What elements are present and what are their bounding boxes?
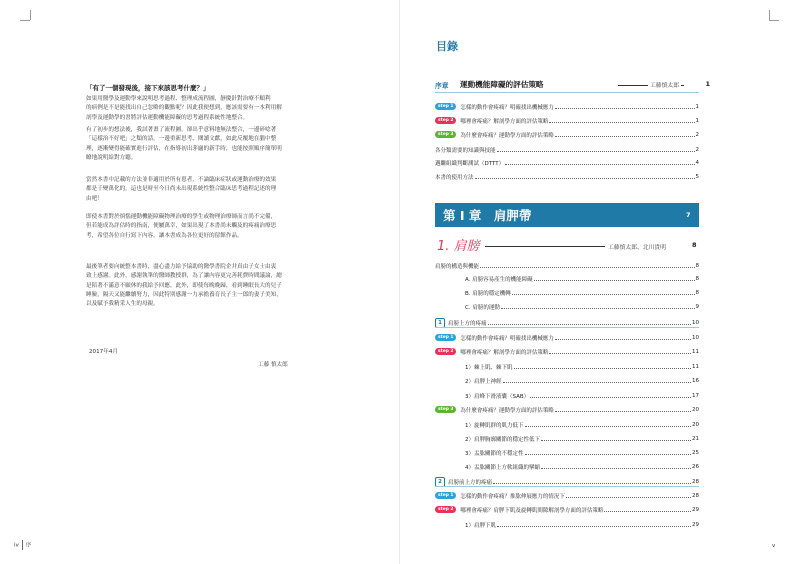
- toc-entry-label: 2）肩胛胸廓關節的穩定性低下: [465, 436, 541, 443]
- crop-mark: [30, 10, 31, 20]
- leader-dots: [555, 136, 695, 137]
- toc-entry-label: 肩膀的構造與機能: [435, 263, 480, 270]
- toc-entry[interactable]: [435, 333, 699, 342]
- toc-preface-row[interactable]: [435, 79, 710, 91]
- toc-entry-page: 10: [692, 319, 699, 326]
- toc-entry-page: 5: [695, 173, 699, 180]
- toc-entry[interactable]: [435, 405, 699, 414]
- crop-mark: [769, 20, 779, 21]
- paragraph: 當然本書中記載的方法並非適用於所有患者，不論臨床症狀或運動治療的效果 都是千變萬化的，這也是時至今日尚未出現系統性整合臨床思考過程記述的理 由吧！: [86, 177, 277, 202]
- toc-entry-label: 1）旋轉肌群的肌力低下: [465, 422, 524, 429]
- toc-entry[interactable]: [435, 102, 699, 111]
- leader-dots: [488, 324, 691, 325]
- leader-dots: [480, 267, 694, 268]
- paragraph: 如果用醫學及運動學來說明思考過程、整理成流程圖，靜慶針對治療不順利 的病例是不是能找出自己忽略的觀點呢？因此我便想到，應該需要有一本利用解 剖學及運動學的書將評估運動機能障礙的思考過程系統性地整合。: [86, 96, 282, 121]
- step-2-badge: step 2: [435, 117, 456, 124]
- toc-entry[interactable]: [465, 462, 699, 471]
- leader-dots: [475, 178, 695, 179]
- toc-entry-label: 1）肩胛下肌: [465, 522, 496, 529]
- toc-entry-label: 2）肩胛上神經: [465, 378, 502, 385]
- toc-entry-label: 哪裡會疼痛？肩胛下肌及旋轉肌間隙解剖學方面的評估策略: [460, 507, 604, 514]
- toc-entry-page: 11: [692, 363, 699, 370]
- toc-entry-label: 肩膀前上方的疼痛: [448, 479, 493, 486]
- toc-entry-label: C. 肩膀的運動: [465, 304, 500, 311]
- toc-entry-page: 4: [695, 159, 699, 166]
- toc-entry-label: 哪裡會疼痛？解剖學方面的評估策略: [460, 349, 549, 356]
- step-2-badge: step 2: [435, 348, 456, 355]
- toc-entry[interactable]: [435, 145, 699, 154]
- leader-dots: [503, 382, 692, 383]
- preface-author: 工藤慎太郎: [648, 80, 681, 89]
- step-3-badge: step 3: [435, 406, 456, 413]
- paragraph: 即使本書對於煩惱運動機能障礙物理治療的學生或物理治療師而言尚不完備， 但若能成為評估時的指南，便屬萬幸，如果出現了本書尚未觸及的疼痛治療思 考，希望各位自行寫下內容，讓本書成為各位更好的留館作品。: [86, 214, 277, 239]
- toc-entry-page: 28: [692, 478, 699, 485]
- intro-title: 「有了一個發現後，接下來該思考什麼？」: [86, 84, 210, 92]
- toc-title: 目錄: [436, 40, 458, 53]
- toc-entry-label: 3）肩峰下滑液囊（SAB）: [465, 393, 530, 400]
- toc-entry[interactable]: [435, 318, 699, 327]
- toc-entry-label: 各分類需要的知識與技能: [435, 147, 496, 154]
- toc-entry[interactable]: [435, 491, 699, 500]
- leader-dots: [493, 483, 691, 484]
- preface-page: 1: [705, 80, 710, 88]
- toc-entry-page: 20: [692, 421, 699, 428]
- leader-dots: [541, 440, 691, 441]
- toc-entry-page: 20: [692, 406, 699, 413]
- preface-title: 運動機能障礙的評估策略: [460, 80, 544, 89]
- toc-entry-page: 28: [692, 492, 699, 499]
- toc-entry-page: 1: [695, 117, 699, 124]
- preface-tag: 序章: [435, 82, 449, 90]
- section-rule: [485, 246, 605, 247]
- toc-entry-page: 11: [692, 348, 699, 355]
- leader-dots: [497, 526, 691, 527]
- section-page: 8: [692, 241, 697, 249]
- toc-entry-label: 哪裡會疼痛？解剖學方面的評估策略: [460, 118, 549, 125]
- leader-dots: [555, 108, 695, 109]
- toc-entry-page: 8: [695, 275, 699, 282]
- toc-entry-page: 8: [695, 262, 699, 269]
- toc-entry[interactable]: [435, 347, 699, 356]
- toc-entry-page: 16: [692, 377, 699, 384]
- leader-dots: [534, 280, 695, 281]
- leader-dots: [555, 411, 691, 412]
- toc-entry-page: 29: [692, 521, 699, 528]
- section-title[interactable]: 1. 肩膀: [437, 239, 480, 254]
- toc-entry-page: 17: [692, 392, 699, 399]
- crop-mark: [769, 10, 770, 20]
- toc-entry-page: 8: [695, 289, 699, 296]
- toc-entry-page: 26: [692, 463, 699, 470]
- toc-entry[interactable]: [435, 505, 699, 514]
- leader-dots: [512, 294, 695, 295]
- chapter-title: 第 I 章 肩胛帶: [443, 208, 532, 223]
- leader-dots: [541, 468, 691, 469]
- toc-entry[interactable]: [435, 261, 699, 270]
- leader-dots: [566, 497, 691, 498]
- toc-entry-label: B. 肩膀的穩定機轉: [465, 290, 511, 297]
- toc-entry-label: 怎樣的動作會疼痛？明確找出機械應力: [460, 335, 554, 342]
- leader-dots: [514, 368, 692, 369]
- toc-entry-page: 1: [695, 103, 699, 110]
- toc-entry[interactable]: [435, 172, 699, 181]
- step-1-badge: step 1: [435, 334, 456, 341]
- toc-entry-label: 本書的使用方法: [435, 174, 474, 181]
- toc-entry-label: 邁繼組織判斷測試（DTTT）: [435, 160, 505, 167]
- leader-dots: [525, 426, 691, 427]
- toc-entry-page: 21: [692, 435, 699, 442]
- step-2-badge: step 2: [435, 506, 456, 513]
- section-authors: 工藤慎太郎、北川貴明: [608, 245, 666, 251]
- step-1-badge: step 1: [435, 492, 456, 499]
- leader-dots: [549, 122, 694, 123]
- leader-dots: [501, 308, 695, 309]
- footer-page-number: iv: [14, 542, 19, 549]
- section-number-box: 2: [435, 477, 445, 487]
- toc-entry[interactable]: [465, 376, 699, 385]
- toc-entry[interactable]: [465, 302, 699, 311]
- section-number-box: 1: [435, 318, 445, 328]
- toc-entry-page: 10: [692, 334, 699, 341]
- step-1-badge: step 1: [435, 103, 456, 110]
- toc-entry-label: 怎樣的動作會疼痛？明確找出機械應力: [460, 104, 554, 111]
- toc-entry-page: 25: [692, 449, 699, 456]
- toc-entry[interactable]: [465, 362, 699, 371]
- leader-dots: [505, 164, 694, 165]
- signature-date: 2017年4月: [89, 349, 118, 355]
- toc-entry-label: 4）盂肱關節上方軟組織的攣縮: [465, 464, 541, 471]
- toc-entry[interactable]: [465, 420, 699, 429]
- toc-entry-page: 2: [695, 146, 699, 153]
- separator-line: [435, 327, 699, 328]
- toc-entry[interactable]: [465, 274, 699, 283]
- toc-entry-label: 為什麼會疼痛？運動學方面的評估策略: [460, 132, 554, 139]
- footer-label: 序: [25, 542, 32, 549]
- separator-line: [435, 486, 699, 487]
- toc-entry[interactable]: [465, 288, 699, 297]
- toc-entry[interactable]: [435, 158, 699, 167]
- toc-entry-page: 2: [695, 131, 699, 138]
- toc-entry[interactable]: [465, 434, 699, 443]
- paragraph: 有了初步的想法後，我試著畫了流程圖，卻出乎意料地無法整合，一邊碎唸著 「這樣治不好吧」之類的話，一邊重新思考、閱讀文獻，如此反覆地在腦中整 理，逐漸變得能確實進行評估，在指導初出茅廬的新手時，也能按照順序簡單明 瞭地說明給對方聽。: [86, 127, 282, 161]
- toc-entry-label: 3）盂肱關節的不穩定性: [465, 450, 524, 457]
- toc-entry[interactable]: [435, 130, 699, 139]
- toc-entry-label: 怎樣的動作會疼痛？推肱伸展應力的情況下: [460, 493, 565, 500]
- leader-dots: [530, 397, 691, 398]
- paragraph: 最後筆者要向統整本書時，盡心盡力給予協助的醫學書院企井真由子女士由衷 致上感謝。此外，感謝執筆的醫師教授群，為了讓內容更完善耗費時間議論，總 是陪著不滿意不願休的我給予回應。此外，即使每晚晚歸，看到睡眠長大的兒子 睡臉，隔天又能繼續努力，因此特別感謝一力承擔養育長子主一郎的妻子美知， 以及賦予我精采人生的母親。: [86, 264, 282, 308]
- footer-divider: [22, 540, 23, 550]
- toc-entry[interactable]: [465, 448, 699, 457]
- toc-entry-label: 1）棘上肌、棘下肌: [465, 364, 513, 371]
- leader-dots: [549, 353, 691, 354]
- toc-entry[interactable]: [465, 520, 699, 529]
- toc-entry[interactable]: [435, 116, 699, 125]
- step-3-badge: step 3: [435, 131, 456, 138]
- toc-entry[interactable]: [435, 477, 699, 486]
- toc-entry-label: A. 肩膀容易產生的機能障礙: [465, 276, 533, 283]
- toc-entry[interactable]: [465, 391, 699, 400]
- signature-author: 工藤 慎太郎: [258, 362, 288, 368]
- toc-entry-label: 為什麼會疼痛？運動學方面的評估策略: [460, 407, 554, 414]
- crop-mark: [20, 20, 30, 21]
- leader-dots: [497, 151, 695, 152]
- leader-dots: [555, 339, 691, 340]
- separator-line: [435, 92, 699, 93]
- left-page: [0, 0, 399, 564]
- toc-entry-label: 肩膀上方的疼痛: [448, 320, 487, 327]
- right-footer-page-number: v: [772, 543, 776, 549]
- toc-entry-page: 9: [695, 303, 699, 310]
- leader-dots: [525, 454, 691, 455]
- toc-entry-page: 29: [692, 506, 699, 513]
- leader-dots: [604, 511, 691, 512]
- chapter-page: 7: [686, 211, 691, 219]
- left-footer: [14, 540, 31, 550]
